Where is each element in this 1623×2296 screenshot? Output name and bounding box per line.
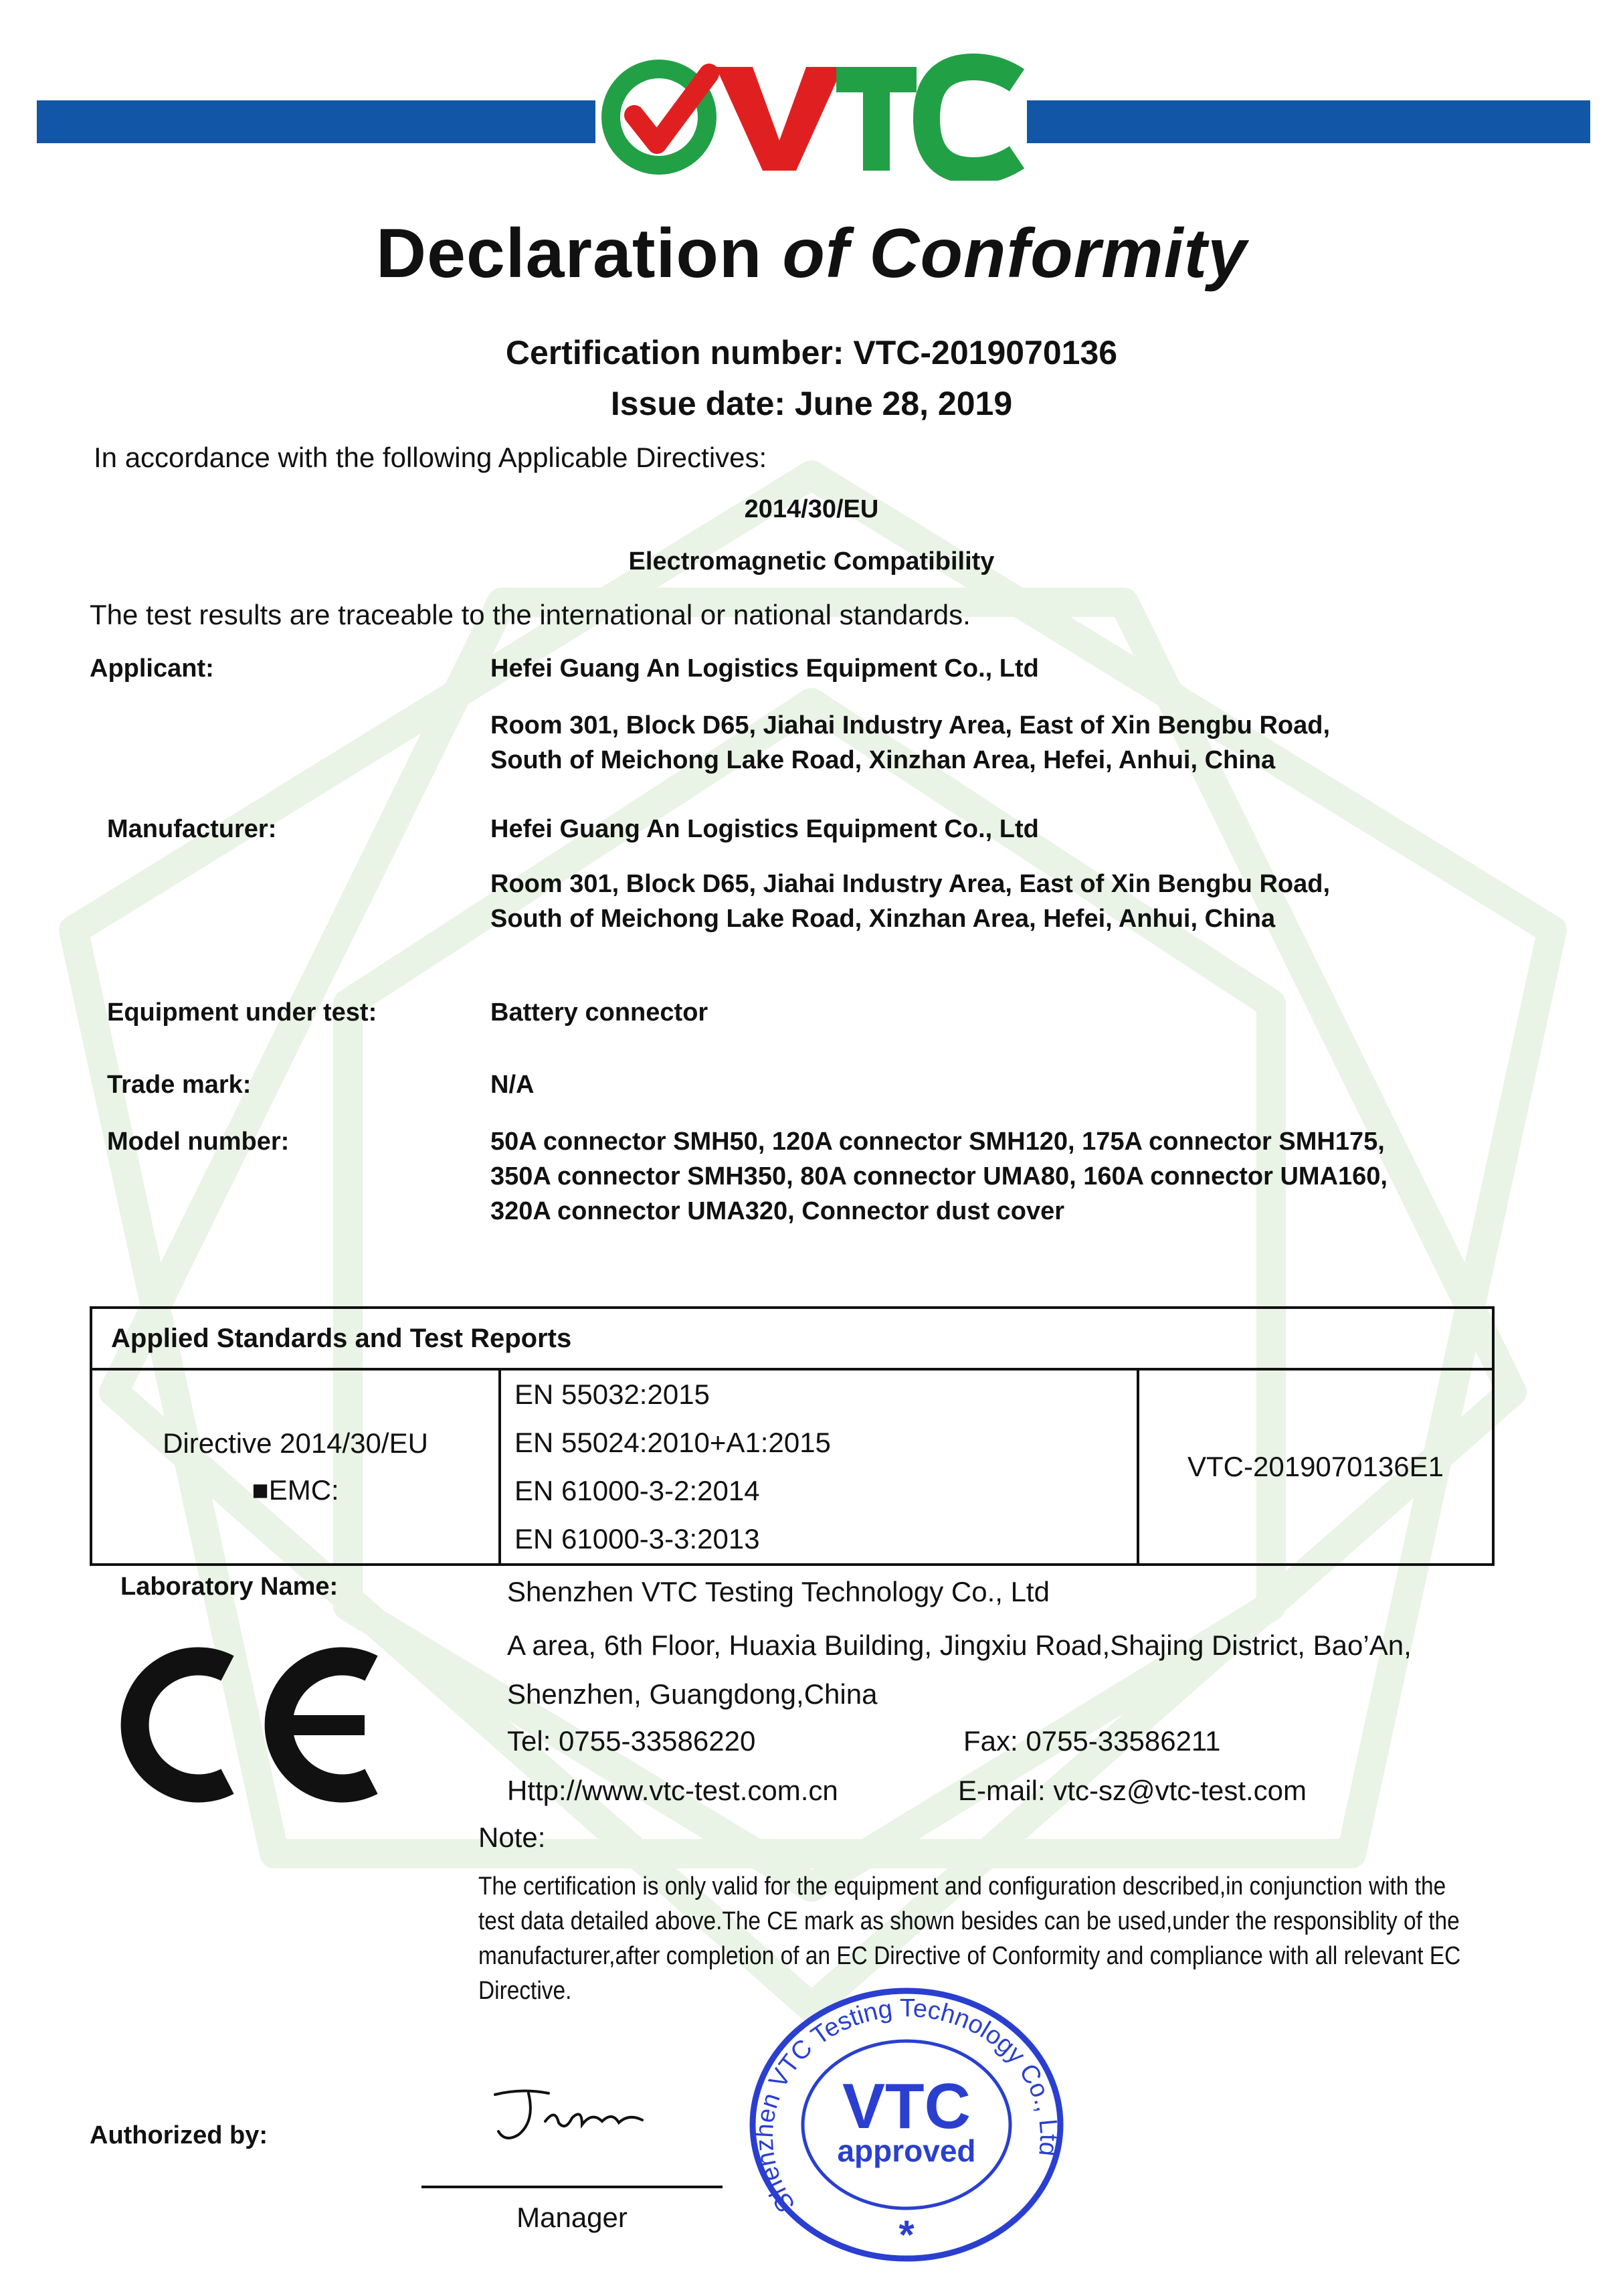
report-number: VTC-2019070136E1	[1138, 1369, 1493, 1565]
applicant-address-1: Room 301, Block D65, Jiahai Industry Area, East of Xin Bengbu Road,	[490, 711, 1331, 739]
laboratory-address-2: Shenzhen, Guangdong,China	[507, 1678, 878, 1710]
standard-4: EN 61000-3-3:2013	[514, 1523, 760, 1555]
note-line-2: test data detailed above.The CE mark as shown besides can be used,under the responsiblity of the	[478, 1907, 1460, 1935]
applicant-address-2: South of Meichong Lake Road, Xinzhan Area, Hefei, Anhui, China	[490, 746, 1276, 774]
laboratory-name: Shenzhen VTC Testing Technology Co., Ltd	[507, 1576, 1050, 1607]
standard-1: EN 55032:2015	[514, 1379, 710, 1410]
laboratory-tel: Tel: 0755-33586220	[507, 1725, 756, 1757]
traceable-text: The test results are traceable to the international or national standards.	[90, 599, 971, 630]
issue-date: Issue date: June 28, 2019	[610, 385, 1013, 422]
equipment-value: Battery connector	[490, 998, 708, 1027]
manufacturer-label: Manufacturer:	[107, 815, 277, 843]
manufacturer-address-2: South of Meichong Lake Road, Xinzhan Area, Hefei, Anhui, China	[490, 905, 1276, 933]
standards-table-header: Applied Standards and Test Reports	[91, 1308, 1493, 1369]
standard-3: EN 61000-3-2:2014	[514, 1475, 760, 1506]
manufacturer-address-1: Room 301, Block D65, Jiahai Industry Area, East of Xin Bengbu Road,	[490, 870, 1331, 898]
applicant-name: Hefei Guang An Logistics Equipment Co., Ltd	[490, 654, 1039, 683]
note-line-1: The certification is only valid for the equipment and configuration described,in conjunction with the	[478, 1872, 1446, 1901]
laboratory-fax: Fax: 0755-33586211	[963, 1725, 1221, 1757]
equipment-label: Equipment under test:	[107, 998, 377, 1027]
table-directive: Directive 2014/30/EU	[163, 1427, 428, 1459]
standards-list	[500, 1369, 1138, 1565]
model-line-3: 320A connector UMA320, Connector dust cover	[490, 1197, 1065, 1225]
manufacturer-name: Hefei Guang An Logistics Equipment Co., Ltd	[490, 815, 1039, 843]
certification-number: Certification number: VTC-2019070136	[505, 334, 1118, 371]
model-line-1: 50A connector SMH50, 120A connector SMH120, 175A connector SMH175,	[490, 1128, 1385, 1156]
stamp-ring-text: Shenzhen VTC Testing Technology Co., Ltd	[750, 1994, 1063, 2218]
standards-table	[90, 1306, 1495, 1566]
note-line-3: manufacturer,after completion of an EC Directive of Conformity and compliance with all relevant EC	[478, 1942, 1461, 1970]
signature	[482, 2081, 669, 2148]
ce-mark-icon	[110, 1643, 385, 1807]
model-line-2: 350A connector SMH350, 80A connector UMA80, 160A connector UMA160,	[490, 1162, 1388, 1190]
header-bar-left	[37, 100, 595, 143]
applicant-label: Applicant:	[90, 654, 214, 683]
vtc-approved-stamp	[743, 1984, 1070, 2265]
authorized-label: Authorized by:	[90, 2121, 268, 2149]
emc-checkbox-icon: ■	[252, 1474, 269, 1506]
note-line-4: Directive.	[478, 1977, 572, 2005]
emc-row	[93, 1474, 498, 1506]
intro-text: In accordance with the following Applicable Directives:	[94, 442, 767, 473]
header-bar-right	[1027, 100, 1590, 143]
laboratory-address-1: A area, 6th Floor, Huaxia Building, Jingxiu Road,Shajing District, Bao’An,	[507, 1629, 1412, 1661]
note-label: Note:	[478, 1822, 546, 1853]
authorized-role: Manager	[516, 2202, 628, 2233]
stamp-main-text: VTC	[842, 2070, 971, 2142]
signature-line	[421, 2186, 723, 2188]
emc-label: EMC:	[268, 1474, 339, 1506]
laboratory-email: E-mail: vtc-sz@vtc-test.com	[958, 1775, 1307, 1806]
stamp-star-icon: *	[898, 2212, 915, 2257]
directive-number: 2014/30/EU	[744, 495, 879, 523]
standard-2: EN 55024:2010+A1:2015	[514, 1427, 831, 1458]
vtc-logo	[595, 54, 1027, 181]
trade-mark-label: Trade mark:	[107, 1071, 252, 1099]
directive-name: Electromagnetic Compatibility	[628, 547, 995, 576]
trade-mark-value: N/A	[490, 1071, 535, 1099]
laboratory-label: Laboratory Name:	[120, 1573, 339, 1601]
laboratory-website: Http://www.vtc-test.com.cn	[507, 1775, 838, 1806]
model-label: Model number:	[107, 1128, 290, 1156]
stamp-sub-text: approved	[837, 2133, 976, 2168]
page-title: Declaration of Conformity	[376, 215, 1247, 292]
directive-cell	[91, 1369, 500, 1565]
